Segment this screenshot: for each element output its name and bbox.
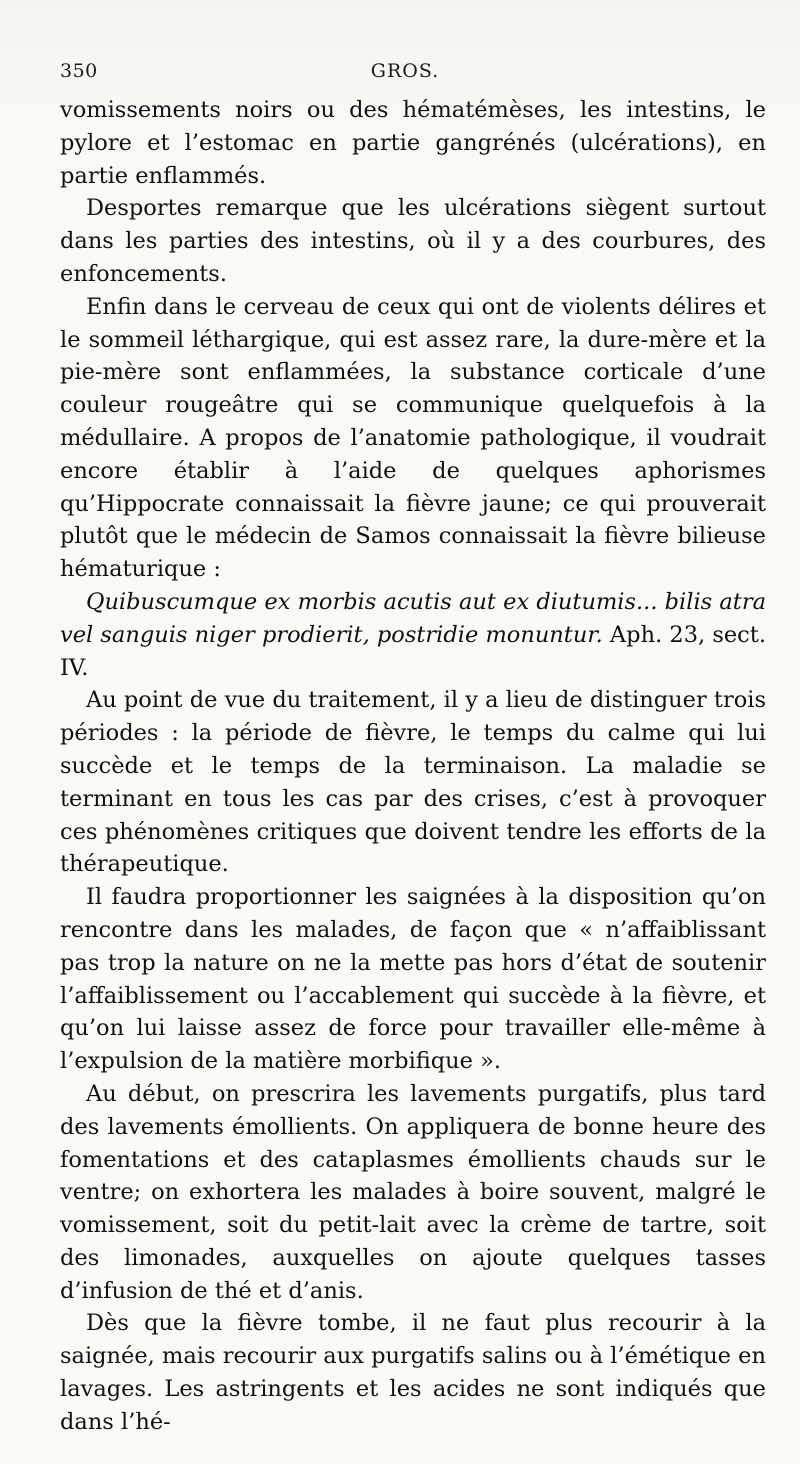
paragraph-1-text: vomissements noirs ou des hématémèses, les intestins, le pylore et l’estomac en partie gangrénés (ulcérations), en partie enflammés. (60, 97, 766, 189)
paragraph-6-text: Il faudra proportionner les saignées à la disposition qu’on rencontre dans les malades, de façon que « n’affaiblissant pas trop la nature on ne la mette pas hors d’état de soutenir l’affaiblissement ou l’accablement qui succède à la fièvre, et qu’on lui laisse assez de force pour travailler elle-même à l’expulsion de la matière morbifique ». (60, 884, 766, 1075)
running-head: GROS. (370, 60, 440, 82)
paragraph-8-text: Dès que la fièvre tombe, il ne faut plus recourir à la saignée, mais recourir aux purgatifs salins ou à l’émétique en lavages. Les astringents et les acides ne sont indiqués que dans l’hé- (60, 1310, 766, 1435)
paragraph-5 (60, 684, 766, 881)
paragraph-4-aphorism (60, 586, 766, 684)
paragraph-7-text: Au début, on prescrira les lavements purgatifs, plus tard des lavements émollients. On appliquera de bonne heure des fomentations et des cataplasmes émollients chauds sur le ventre; on exhortera les malades à boire souvent, malgré le vomissement, soit du petit-lait avec la crème de tartre, soit des limonades, auxquelles on ajoute quelques tasses d’infusion de thé et d’anis. (60, 1080, 766, 1304)
paragraph-3 (60, 291, 766, 586)
paragraph-5-text: Au point de vue du traitement, il y a lieu de distinguer trois périodes : la période de fièvre, le temps du calme qui lui succède et le temps de la terminaison. La maladie se terminant en tous les cas par des crises, c’est à provoquer ces phénomènes critiques que doivent tendre les efforts de la thérapeutique. (60, 687, 766, 878)
aphorism-reference: Aph. 23, sect. IV. (60, 621, 766, 681)
paragraph-8 (60, 1307, 766, 1438)
paragraph-6 (60, 881, 766, 1078)
paragraph-3-text: Enfin dans le cerveau de ceux qui ont de violents délires et le sommeil léthargique, qui est assez rare, la dure-mère et la pie-mère sont enflammées, la substance corticale d’une couleur rougeâtre qui se communique quelquefois à la médullaire. A propos de l’anatomie pathologique, il voudrait encore établir à l’aide de quelques aphorismes qu’Hippocrate connaissait la fièvre jaune; ce qui prouverait plutôt que le médecin de Samos connaissait la fièvre bilieuse hématurique : (60, 293, 766, 583)
paragraph-1 (60, 94, 766, 192)
page-header (60, 60, 750, 92)
paragraph-7 (60, 1078, 766, 1308)
paragraph-2-text: Desportes remarque que les ulcérations siègent surtout dans les parties des intestins, où il y a des courbures, des enfoncements. (60, 195, 766, 287)
paragraph-2 (60, 192, 766, 290)
page-number: 350 (60, 60, 98, 82)
body-text (60, 94, 766, 1439)
latin-quotation: Quibuscumque ex morbis acutis aut ex diutumis... bilis atra vel sanguis niger prodierit, postridie monuntur. (60, 588, 766, 648)
